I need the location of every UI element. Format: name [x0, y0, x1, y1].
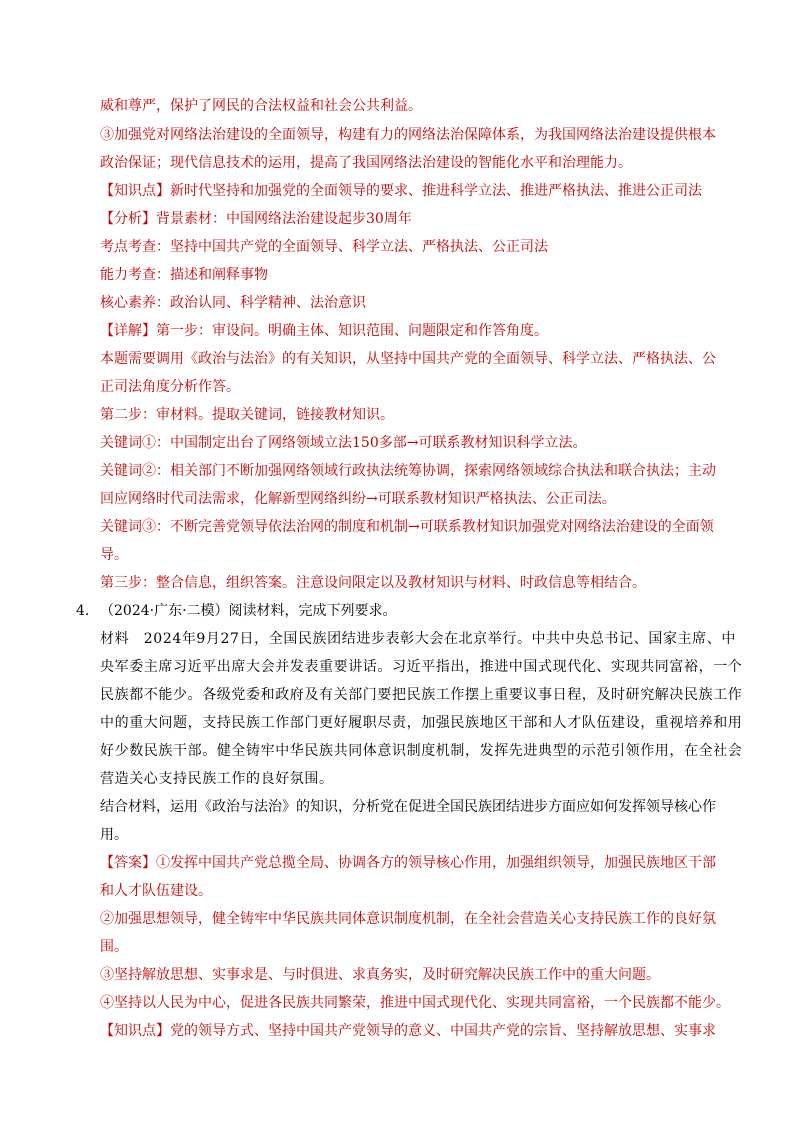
- analysis-heading: 【分析】背景素材：中国网络法治建设起步30周年: [100, 211, 412, 227]
- detail-line: 第二步：审材料。提取关键词，链接教材知识。: [100, 407, 394, 423]
- material-line: 营造关心支持民族工作的良好氛围。: [100, 771, 334, 787]
- material-line: 好少数民族干部。健全铸牢中华民族共同体意识制度机制，发挥先进典型的示范引领作用，在全社会: [100, 743, 743, 759]
- answer-line: 和人才队伍建设。: [100, 883, 212, 899]
- keyword-line: 关键词②：相关部门不断加强网络领域行政执法统筹协调，探索网络领域综合执法和联合执法；主动: [100, 463, 716, 479]
- analysis-line: 能力考查：描述和阐释事物: [100, 267, 268, 283]
- knowledge-point-line: 【知识点】新时代坚持和加强党的全面领导的要求、推进科学立法、推进严格执法、推进公正司法: [100, 183, 702, 199]
- answer-line: ④坚持以人民为中心，促进各民族共同繁荣，推进中国式现代化、实现共同富裕，一个民族都不能少。: [100, 995, 730, 1011]
- question-prompt: 用。: [100, 827, 128, 843]
- analysis-line: 威和尊严，保护了网民的合法权益和社会公共利益。: [100, 98, 422, 114]
- knowledge-point-line: 【知识点】党的领导方式、坚持中国共产党领导的意义、中国共产党的宗旨、坚持解放思想、实事求: [100, 1023, 716, 1039]
- material-line: 中的重大问题，支持民族工作部门更好履职尽责，加强民族地区干部和人才队伍建设，重视培养和用: [100, 715, 743, 731]
- detail-line: 本题需要调用《政治与法治》的有关知识，从坚持中国共产党的全面领导、科学立法、严格执法、公: [100, 351, 716, 367]
- keyword-line: 回应网络时代司法需求，化解新型网络纠纷→可联系教材知识严格执法、公正司法。: [100, 491, 616, 507]
- analysis-line: ③加强党对网络法治建设的全面领导，构建有力的网络法治保障体系，为我国网络法治建设提供根本: [100, 127, 716, 143]
- question-number: 4．: [76, 603, 99, 619]
- question-prompt: 结合材料，运用《政治与法治》的知识，分析党在促进全国民族团结进步方面应如何发挥领导核心作: [100, 799, 716, 815]
- keyword-line: 关键词③：不断完善党领导依法治网的制度和机制→可联系教材知识加强党对网络法治建设的全面领: [100, 519, 714, 535]
- keyword-line: 关键词①：中国制定出台了网络领域立法150多部→可联系教材知识科学立法。: [100, 435, 587, 451]
- material-line: 央军委主席习近平出席大会并发表重要讲话。习近平指出，推进中国式现代化、实现共同富裕，一个: [100, 659, 743, 675]
- question-stem: （2024·广东·二模）阅读材料，完成下列要求。: [100, 603, 397, 619]
- analysis-line: 考点考查：坚持中国共产党的全面领导、科学立法、严格执法、公正司法: [100, 239, 548, 255]
- answer-line: 围。: [100, 939, 128, 955]
- material-line: 材料 2024年9月27日，全国民族团结进步表彰大会在北京举行。中共中央总书记、国家主席、中: [100, 631, 736, 647]
- material-line: 民族都不能少。各级党委和政府及有关部门要把民族工作摆上重要议事日程，及时研究解决民族工作: [100, 687, 743, 703]
- analysis-line: 政治保证；现代信息技术的运用，提高了我国网络法治建设的智能化水平和治理能力。: [100, 155, 632, 171]
- detail-line: 正司法角度分析作答。: [100, 379, 240, 395]
- detail-heading: 【详解】第一步：审设问。明确主体、知识范围、问题限定和作答角度。: [100, 323, 548, 339]
- answer-line: ③坚持解放思想、实事求是、与时俱进、求真务实，及时研究解决民族工作中的重大问题。: [100, 967, 660, 983]
- analysis-line: 核心素养：政治认同、科学精神、法治意识: [100, 295, 366, 311]
- detail-line: 第三步：整合信息，组织答案。注意设问限定以及教材知识与材料、时政信息等相结合。: [100, 575, 646, 591]
- keyword-line: 导。: [100, 547, 128, 563]
- answer-line: ②加强思想领导，健全铸牢中华民族共同体意识制度机制，在全社会营造关心支持民族工作的良好氛: [100, 911, 716, 927]
- answer-line: 【答案】①发挥中国共产党总揽全局、协调各方的领导核心作用，加强组织领导，加强民族地区干部: [100, 855, 716, 871]
